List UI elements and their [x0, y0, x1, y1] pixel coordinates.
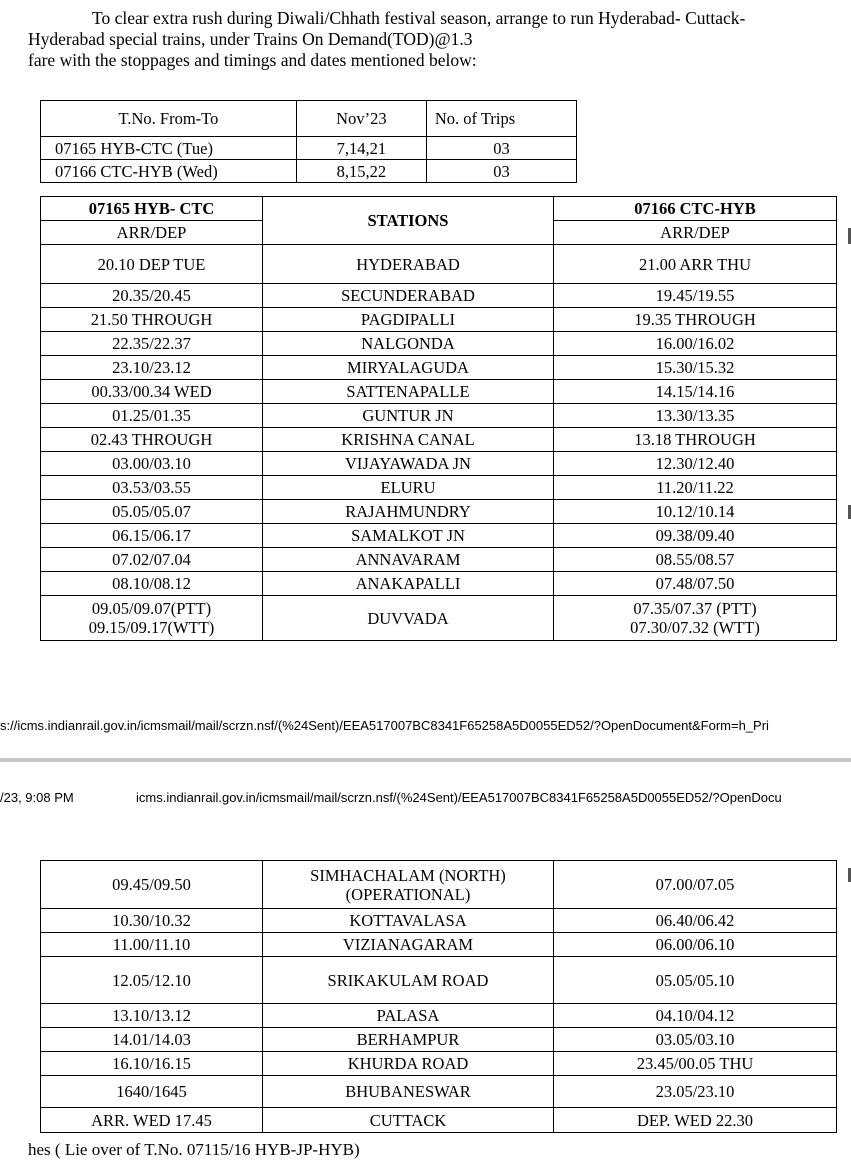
station-name: MIRYALAGUDA — [263, 356, 554, 380]
station-name — [263, 861, 554, 909]
down-time: 19.45/19.55 — [554, 284, 837, 308]
down-time: 08.55/08.57 — [554, 548, 837, 572]
station-name: SAMALKOT JN — [263, 524, 554, 548]
down-time: 03.05/03.10 — [554, 1028, 837, 1052]
up-time: 21.50 THROUGH — [41, 308, 263, 332]
down-time — [554, 596, 837, 641]
trips-cell: 07166 CTC-HYB (Wed) — [41, 160, 297, 183]
station-name: GUNTUR JN — [263, 404, 554, 428]
down-time: DEP. WED 22.30 — [554, 1108, 837, 1133]
station-name: KOTTAVALASA — [263, 909, 554, 933]
schedule-row — [41, 380, 837, 404]
up-time: 14.01/14.03 — [41, 1028, 263, 1052]
up-time: 09.45/09.50 — [41, 861, 263, 909]
time-line: 07.30/07.32 (WTT) — [630, 618, 760, 637]
up-time: 03.00/03.10 — [41, 452, 263, 476]
station-name: NALGONDA — [263, 332, 554, 356]
station-name: HYDERABAD — [263, 245, 554, 284]
time-line: 09.15/09.17(WTT) — [88, 618, 215, 637]
down-time: 06.40/06.42 — [554, 909, 837, 933]
station-name: PAGDIPALLI — [263, 308, 554, 332]
up-time: 02.43 THROUGH — [41, 428, 263, 452]
intro-paragraph — [28, 8, 843, 71]
trips-cell: 07165 HYB-CTC (Tue) — [41, 137, 297, 160]
down-time: 09.38/09.40 — [554, 524, 837, 548]
schedule-row — [41, 933, 837, 957]
trips-header-row — [41, 101, 577, 137]
up-train-header: 07165 HYB- CTC — [41, 197, 263, 221]
up-time: 00.33/00.34 WED — [41, 380, 263, 404]
schedule-row — [41, 284, 837, 308]
stations-header: STATIONS — [263, 197, 554, 245]
schedule-row — [41, 548, 837, 572]
station-name: CUTTACK — [263, 1108, 554, 1133]
schedule-row — [41, 524, 837, 548]
station-name: ANAKAPALLI — [263, 572, 554, 596]
down-time: 07.00/07.05 — [554, 861, 837, 909]
station-name-line: SIMHACHALAM (NORTH) — [310, 865, 506, 885]
up-arr-dep-header: ARR/DEP — [41, 221, 263, 245]
up-time: 01.25/01.35 — [41, 404, 263, 428]
station-name: ANNAVARAM — [263, 548, 554, 572]
up-time: 11.00/11.10 — [41, 933, 263, 957]
down-time: 14.15/14.16 — [554, 380, 837, 404]
schedule-row — [41, 404, 837, 428]
station-name: BERHAMPUR — [263, 1028, 554, 1052]
trips-header-train: T.No. From-To — [41, 101, 297, 137]
up-time: 07.02/07.04 — [41, 548, 263, 572]
schedule-row — [41, 452, 837, 476]
down-time: 11.20/11.22 — [554, 476, 837, 500]
page-separator — [0, 758, 851, 762]
up-time: 08.10/08.12 — [41, 572, 263, 596]
up-time: 10.30/10.32 — [41, 909, 263, 933]
print-url-short: icms.indianrail.gov.in/icmsmail/mail/scrzn.nsf/(%24Sent)/EEA517007BC8341F65258A5D0055ED52/?OpenDocu — [136, 790, 782, 805]
trips-header-count: No. of Trips — [426, 101, 576, 137]
up-time: 1640/1645 — [41, 1076, 263, 1108]
down-time: 04.10/04.12 — [554, 1004, 837, 1028]
trips-row — [41, 160, 577, 183]
trips-cell: 03 — [426, 160, 576, 183]
up-time: 20.35/20.45 — [41, 284, 263, 308]
schedule-row — [41, 500, 837, 524]
schedule-row — [41, 572, 837, 596]
schedule-row — [41, 1052, 837, 1076]
up-time: 03.53/03.55 — [41, 476, 263, 500]
station-name: ELURU — [263, 476, 554, 500]
schedule-header-row — [41, 197, 837, 221]
up-time — [41, 596, 263, 641]
station-name: VIZIANAGARAM — [263, 933, 554, 957]
intro-line-1: To clear extra rush during Diwali/Chhath festival season, arrange to run Hyderabad- Cuttack- — [92, 8, 746, 28]
up-time: 13.10/13.12 — [41, 1004, 263, 1028]
station-name: KHURDA ROAD — [263, 1052, 554, 1076]
down-time: 19.35 THROUGH — [554, 308, 837, 332]
station-name: RAJAHMUNDRY — [263, 500, 554, 524]
station-name: PALASA — [263, 1004, 554, 1028]
station-name: SRIKAKULAM ROAD — [263, 957, 554, 1004]
intro-line-2: Hyderabad special trains, under Trains On Demand(TOD)@1.3 — [28, 29, 473, 49]
time-line: 07.35/07.37 (PTT) — [633, 599, 757, 618]
station-name-line: (OPERATIONAL) — [345, 884, 471, 904]
print-date: /23, 9:08 PM — [0, 790, 74, 805]
down-time: 13.18 THROUGH — [554, 428, 837, 452]
up-time: 06.15/06.17 — [41, 524, 263, 548]
trips-cell: 8,15,22 — [296, 160, 426, 183]
schedule-row — [41, 476, 837, 500]
schedule-row — [41, 596, 837, 641]
down-arr-dep-header: ARR/DEP — [554, 221, 837, 245]
down-time: 12.30/12.40 — [554, 452, 837, 476]
time-line: 09.05/09.07(PTT) — [91, 599, 212, 618]
down-time: 23.05/23.10 — [554, 1076, 837, 1108]
schedule-row — [41, 1004, 837, 1028]
up-time: 20.10 DEP TUE — [41, 245, 263, 284]
station-name: DUVVADA — [263, 596, 554, 641]
up-time: 23.10/23.12 — [41, 356, 263, 380]
down-time: 15.30/15.32 — [554, 356, 837, 380]
down-time: 21.00 ARR THU — [554, 245, 837, 284]
station-name: BHUBANESWAR — [263, 1076, 554, 1108]
station-name: KRISHNA CANAL — [263, 428, 554, 452]
up-time: 22.35/22.37 — [41, 332, 263, 356]
schedule-row — [41, 356, 837, 380]
down-train-header: 07166 CTC-HYB — [554, 197, 837, 221]
schedule-row — [41, 308, 837, 332]
down-time: 06.00/06.10 — [554, 933, 837, 957]
down-time: 10.12/10.14 — [554, 500, 837, 524]
down-time: 23.45/00.05 THU — [554, 1052, 837, 1076]
footer-note: hes ( Lie over of T.No. 07115/16 HYB-JP-HYB) — [28, 1140, 360, 1159]
down-time: 16.00/16.02 — [554, 332, 837, 356]
trips-row — [41, 137, 577, 160]
trips-header-month: Nov’23 — [296, 101, 426, 137]
intro-line-3: fare with the stoppages and timings and dates mentioned below: — [28, 50, 477, 70]
schedule-row — [41, 957, 837, 1004]
up-time: ARR. WED 17.45 — [41, 1108, 263, 1133]
schedule-row — [41, 909, 837, 933]
station-name: SECUNDERABAD — [263, 284, 554, 308]
schedule-table-page-2 — [40, 860, 837, 1133]
schedule-row — [41, 332, 837, 356]
schedule-row — [41, 1108, 837, 1133]
down-time: 05.05/05.10 — [554, 957, 837, 1004]
schedule-row — [41, 1076, 837, 1108]
station-name: VIJAYAWADA JN — [263, 452, 554, 476]
schedule-table-page-1 — [40, 196, 837, 641]
schedule-row — [41, 245, 837, 284]
up-time: 05.05/05.07 — [41, 500, 263, 524]
down-time: 13.30/13.35 — [554, 404, 837, 428]
print-url: s://icms.indianrail.gov.in/icmsmail/mail/scrzn.nsf/(%24Sent)/EEA517007BC8341F65258A5D0055ED52/?OpenDocument&Form=h_Pri — [0, 718, 769, 733]
up-time: 12.05/12.10 — [41, 957, 263, 1004]
schedule-row — [41, 428, 837, 452]
trips-cell: 03 — [426, 137, 576, 160]
down-time: 07.48/07.50 — [554, 572, 837, 596]
schedule-row — [41, 861, 837, 909]
schedule-row — [41, 1028, 837, 1052]
trips-table — [40, 100, 577, 183]
up-time: 16.10/16.15 — [41, 1052, 263, 1076]
trips-cell: 7,14,21 — [296, 137, 426, 160]
station-name: SATTENAPALLE — [263, 380, 554, 404]
